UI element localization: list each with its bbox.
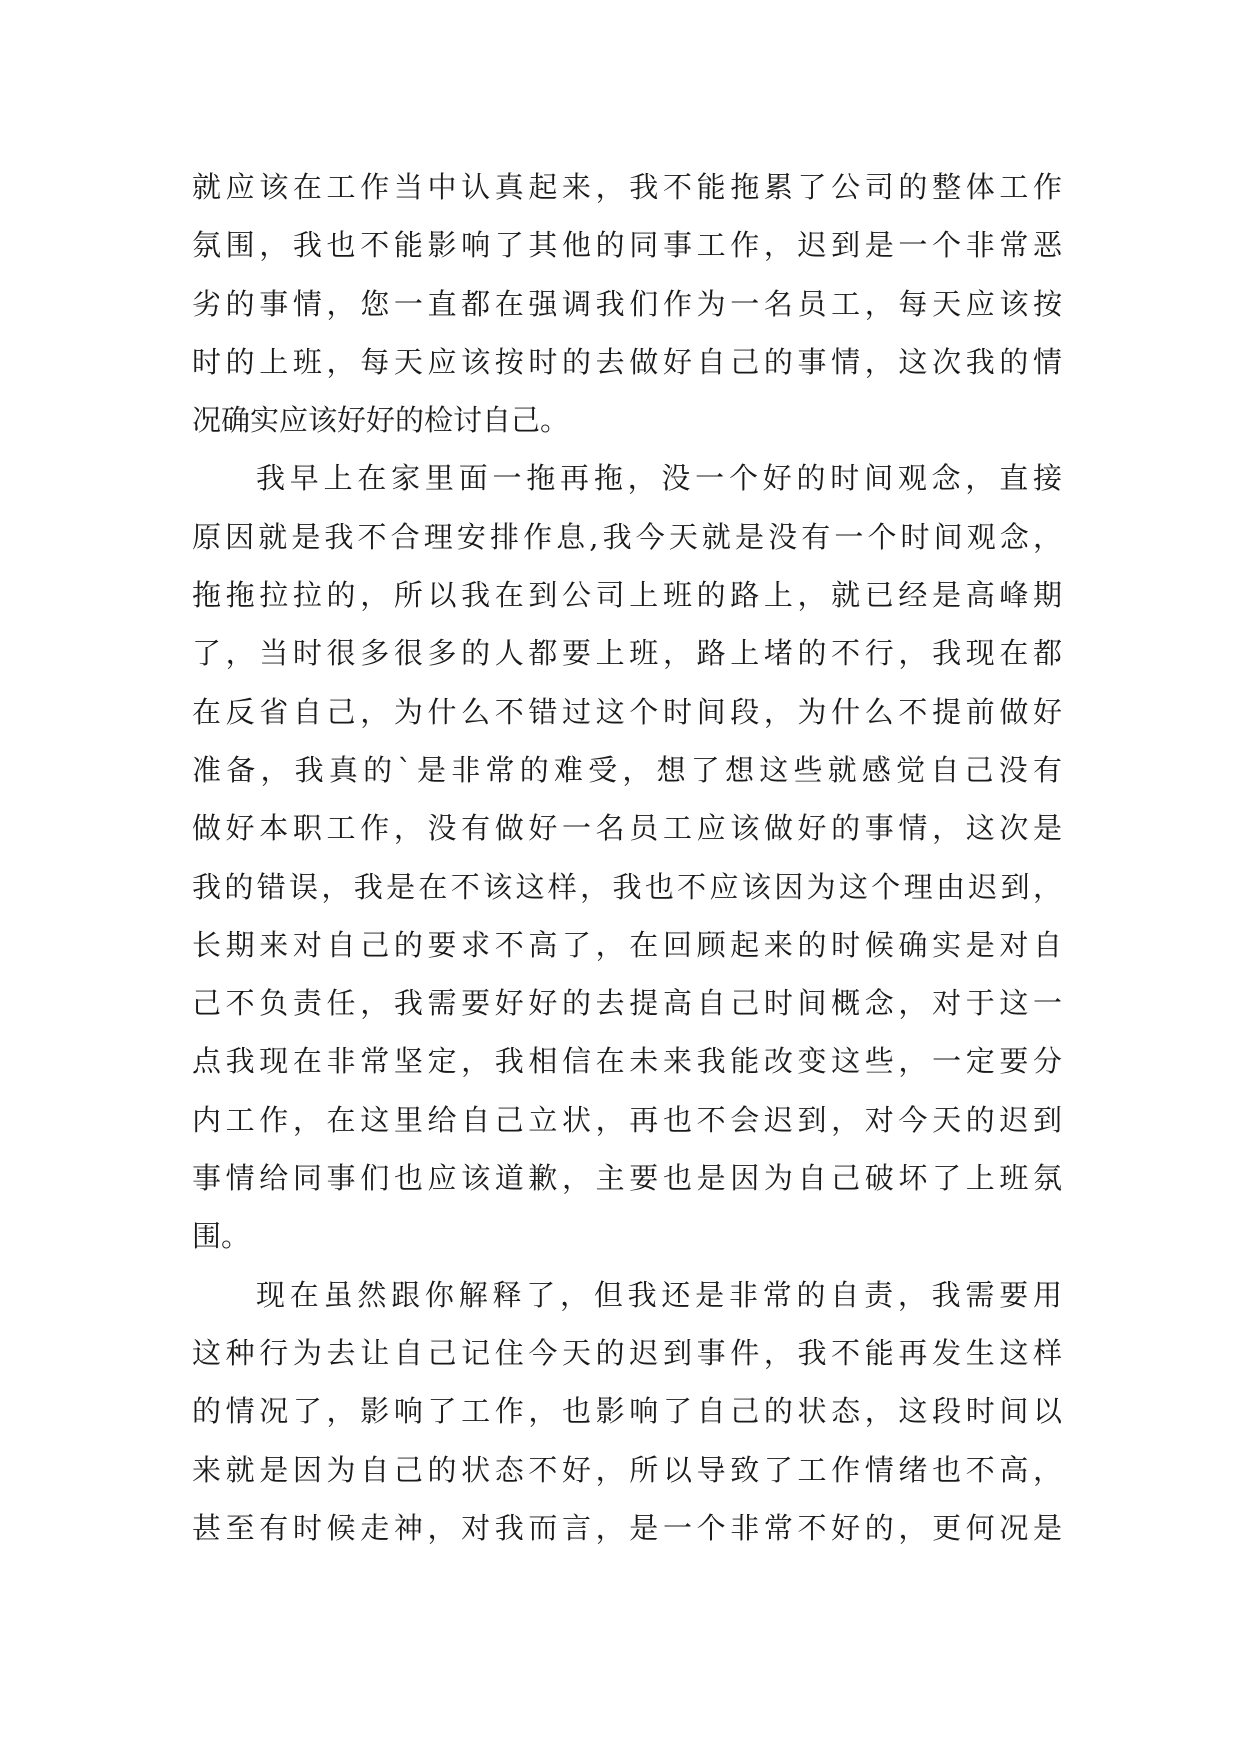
text-line: 原因就是我不合理安排作息,我今天就是没有一个时间观念， xyxy=(192,519,1062,554)
text-line: 事情给同事们也应该道歉，主要也是因为自己破坏了上班氛 xyxy=(192,1161,1062,1196)
document-body xyxy=(192,158,1062,1557)
text-line: 劣的事情，您一直都在强调我们作为一名员工，每天应该按 xyxy=(192,286,1062,321)
text-line: 现在虽然跟你解释了，但我还是非常的自责，我需要用 xyxy=(256,1277,1062,1312)
text-line: 况确实应该好好的检讨自己。 xyxy=(192,403,570,438)
text-line: 来就是因为自己的状态不好，所以导致了工作情绪也不高， xyxy=(192,1452,1062,1487)
text-line: 内工作，在这里给自己立状，再也不会迟到，对今天的迟到 xyxy=(192,1102,1062,1137)
text-line: 己不负责任，我需要好好的去提高自己时间概念，对于这一 xyxy=(192,986,1062,1021)
text-line: 甚至有时候走神，对我而言，是一个非常不好的，更何况是 xyxy=(192,1510,1062,1545)
text-line: 时的上班，每天应该按时的去做好自己的事情，这次我的情 xyxy=(192,344,1062,379)
text-line: 的情况了，影响了工作，也影响了自己的状态，这段时间以 xyxy=(192,1394,1062,1429)
text-line: 在反省自己，为什么不错过这个时间段，为什么不提前做好 xyxy=(192,694,1062,729)
text-line: 我的错误，我是在不该这样，我也不应该因为这个理由迟到， xyxy=(192,869,1062,904)
text-line: 拖拖拉拉的，所以我在到公司上班的路上，就已经是高峰期 xyxy=(192,578,1062,613)
text-line: 长期来对自己的要求不高了，在回顾起来的时候确实是对自 xyxy=(192,927,1062,962)
text-line: 这种行为去让自己记住今天的迟到事件，我不能再发生这样 xyxy=(192,1335,1062,1370)
text-line: 我早上在家里面一拖再拖，没一个好的时间观念，直接 xyxy=(256,461,1062,496)
text-line: 准备，我真的`是非常的难受，想了想这些就感觉自己没有 xyxy=(192,752,1062,787)
paragraph-2 xyxy=(192,449,1062,1265)
text-line: 了，当时很多很多的人都要上班，路上堵的不行，我现在都 xyxy=(192,636,1062,671)
text-line: 围。 xyxy=(192,1219,251,1254)
paragraph-3 xyxy=(192,1266,1062,1557)
paragraph-1 xyxy=(192,158,1062,449)
text-line: 做好本职工作，没有做好一名员工应该做好的事情，这次是 xyxy=(192,811,1062,846)
text-line: 点我现在非常坚定，我相信在未来我能改变这些，一定要分 xyxy=(192,1044,1062,1079)
text-line: 氛围，我也不能影响了其他的同事工作，迟到是一个非常恶 xyxy=(192,228,1062,263)
text-line: 就应该在工作当中认真起来，我不能拖累了公司的整体工作 xyxy=(192,170,1062,204)
